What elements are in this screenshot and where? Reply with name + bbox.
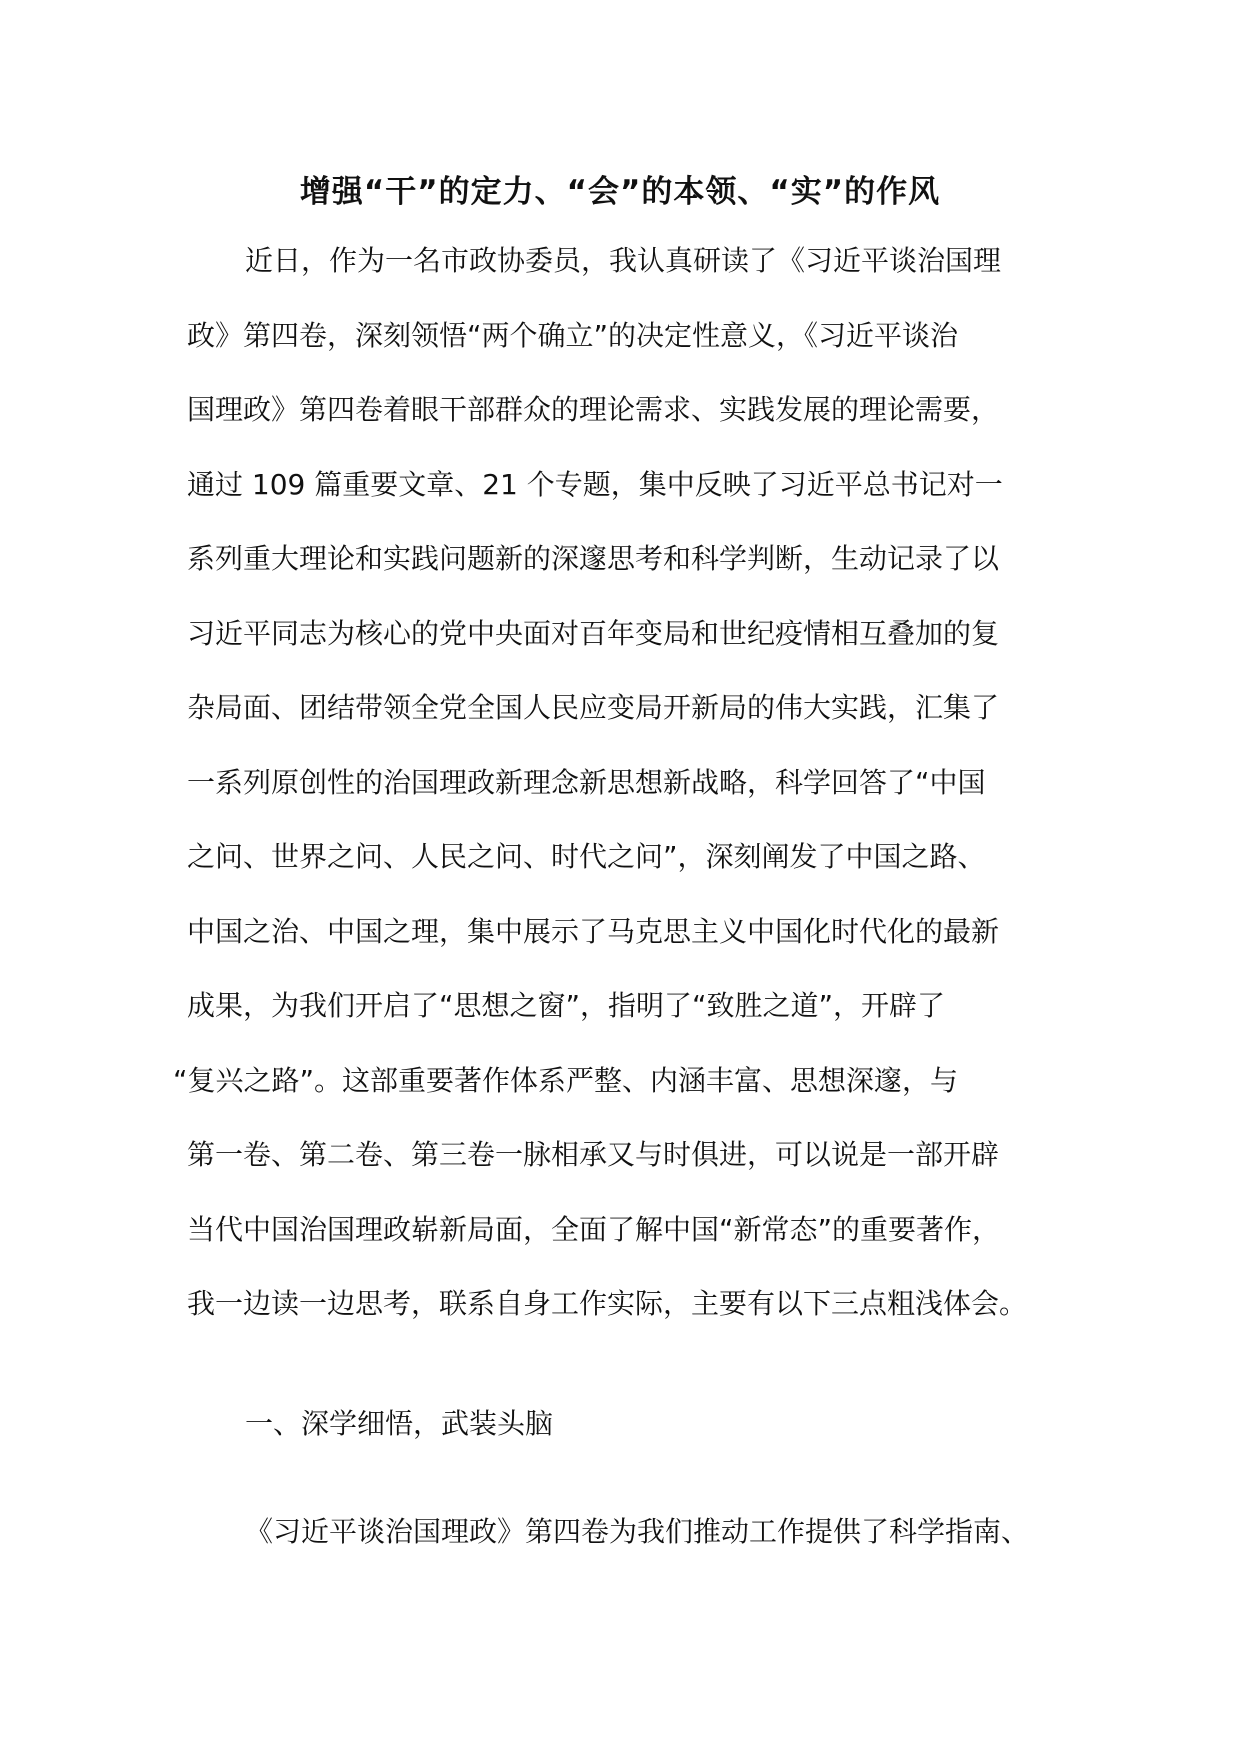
paragraph-line: 国理政》第四卷着眼干部群众的理论需求、实践发展的理论需要， [187, 393, 1000, 426]
body-paragraph [187, 1495, 1087, 1570]
paragraph-line: “复兴之路”。这部重要著作体系严整、内涵丰富、思想深邃，与 [173, 1063, 959, 1097]
body-paragraph [173, 224, 1087, 1342]
paragraph-line: 《习近平谈治国理政》第四卷为我们推动工作提供了科学指南、 [245, 1515, 1030, 1548]
paragraph-line: 我一边读一边思考，联系自身工作实际，主要有以下三点粗浅体会。 [187, 1287, 1028, 1320]
paragraph-line: 通过 109 篇重要文章、21 个专题，集中反映了习近平总书记对一 [187, 467, 1003, 501]
paragraph-line: 杂局面、团结带领全党全国人民应变局开新局的伟大实践，汇集了 [187, 691, 1000, 724]
paragraph-line: 中国之治、中国之理，集中展示了马克思主义中国化时代化的最新 [187, 914, 1000, 948]
paragraph-line: 政》第四卷，深刻领悟“两个确立”的决定性意义，《习近平谈治 [187, 318, 959, 352]
paragraph-line: 一系列原创性的治国理政新理念新思想新战略，科学回答了“中国 [187, 765, 986, 799]
paragraph-line: 之问、世界之问、人民之问、时代之问”，深刻阐发了中国之路、 [187, 840, 986, 873]
paragraph-line: 成果，为我们开启了“思想之窗”，指明了“致胜之道”，开辟了 [187, 989, 946, 1022]
paragraph-line: 近日，作为一名市政协委员，我认真研读了《习近平谈治国理 [245, 244, 1002, 277]
paragraph-line: 当代中国治国理政崭新局面，全面了解中国“新常态”的重要著作， [187, 1212, 1001, 1246]
section-heading-text: 一、深学细悟，武装头脑 [245, 1407, 554, 1440]
paragraph-line: 系列重大理论和实践问题新的深邃思考和科学判断，生动记录了以 [187, 542, 1000, 575]
paragraph-line: 第一卷、第二卷、第三卷一脉相承又与时俱进，可以说是一部开辟 [187, 1138, 1000, 1171]
section-heading [187, 1387, 1087, 1462]
document-title: 增强“干”的定力、“会”的本领、“实”的作风 [299, 174, 941, 210]
paragraph-line: 习近平同志为核心的党中央面对百年变局和世纪疫情相互叠加的复 [187, 616, 1000, 650]
